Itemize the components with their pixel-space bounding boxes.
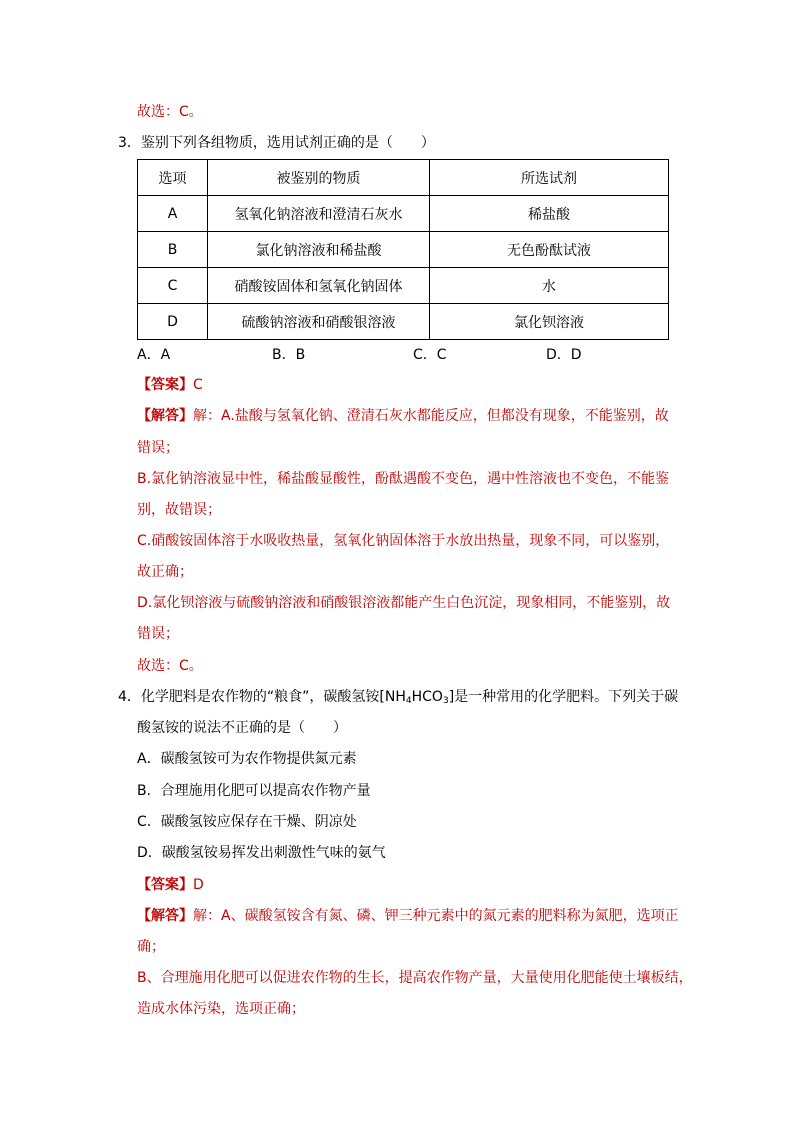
- q4-option-a: A．碳酸氢铵可为农作物提供氮元素: [137, 751, 357, 767]
- q4-analysis-tag: 【解答】: [137, 908, 193, 924]
- q3-cell-reagent: 稀盐酸: [430, 196, 669, 232]
- q3-analysis-line: [137, 406, 669, 426]
- q3-option-a: A．A: [137, 347, 171, 363]
- q4-analysis-line: [137, 906, 679, 926]
- q4-answer-value: D: [193, 877, 204, 893]
- table-row: [138, 196, 669, 232]
- q3-analysis-line: D.氯化钡溶液与硫酸钠溶液和硝酸银溶液都能产生白色沉淀，现象相同，不能鉴别，故: [137, 595, 671, 611]
- q3-stem: [118, 133, 435, 153]
- q4-option-b: B．合理施用化肥可以提高农作物产量: [137, 783, 371, 799]
- table-row: [138, 232, 669, 268]
- q4-stem-text: ]是一种常用的化学肥料。下列关于碳: [448, 689, 679, 705]
- q3-stem-text: 鉴别下列各组物质，选用试剂正确的是（ ）: [140, 135, 435, 151]
- q3-option-b: B．B: [272, 347, 306, 363]
- q3-header-reagent: 所选试剂: [430, 160, 669, 196]
- q4-stem-line-1: [118, 687, 678, 711]
- q4-formula-sub: 3: [442, 696, 449, 706]
- q3-analysis-line: 错误；: [137, 626, 179, 642]
- q3-analysis-text: 解：A.盐酸与氢氧化钠、澄清石灰水都能反应，但都没有现象，不能鉴别，故: [193, 408, 669, 424]
- table-row: [138, 268, 669, 304]
- q3-analysis-tag: 【解答】: [137, 408, 193, 424]
- table-row: [138, 304, 669, 340]
- q4-analysis-text: 解：A、碳酸氢铵含有氮、磷、钾三种元素中的氮元素的肥料称为氮肥，选项正: [193, 908, 679, 924]
- q3-analysis-line: 故正确；: [137, 564, 193, 580]
- q4-formula-sub: 4: [405, 696, 412, 706]
- q3-analysis-line: C.硝酸铵固体溶于水吸收热量，氢氧化钠固体溶于水放出热量，现象不同，可以鉴别，: [137, 533, 670, 549]
- q3-cell-option: C: [138, 268, 208, 304]
- q3-header-substances: 被鉴别的物质: [208, 160, 430, 196]
- q3-table-header: [138, 160, 669, 196]
- q3-answer-value: C: [193, 377, 203, 393]
- q4-analysis-line: 确；: [137, 939, 165, 955]
- q3-analysis-line: B.氯化钠溶液显中性，稀盐酸显酸性，酚酞遇酸不变色，遇中性溶液也不变色，不能鉴: [137, 471, 670, 487]
- q3-analysis-line: 别，故错误；: [137, 502, 221, 518]
- q3-table: [137, 159, 669, 340]
- q3-cell-reagent: 氯化钡溶液: [430, 304, 669, 340]
- q3-option-d: D．D: [546, 347, 582, 363]
- q3-cell-substances: 氢氧化钠溶液和澄清石灰水: [208, 196, 430, 232]
- q4-analysis-line: B、合理施用化肥可以促进农作物的生长，提高农作物产量，大量使用化肥能使土壤板结，: [137, 970, 693, 986]
- q3-header-option: 选项: [138, 160, 208, 196]
- q4-analysis-line: 造成水体污染，选项正确；: [137, 1001, 305, 1017]
- q3-cell-substances: 硫酸钠溶液和硝酸银溶液: [208, 304, 430, 340]
- q3-cell-reagent: 无色酚酞试液: [430, 232, 669, 268]
- q3-cell-option: D: [138, 304, 208, 340]
- q4-stem-text: 化学肥料是农作物的“粮食”，碳酸氢铵[NH: [140, 689, 406, 705]
- q4-option-c: C．碳酸氢铵应保存在干燥、阴凉处: [137, 814, 357, 830]
- q3-cell-option: A: [138, 196, 208, 232]
- q3-answer-tag: 【答案】: [137, 377, 193, 393]
- q4-option-d: D．碳酸氢铵易挥发出刺激性气味的氨气: [137, 845, 386, 861]
- q4-formula-text: HCO: [411, 689, 443, 705]
- q3-option-c: C．C: [413, 347, 447, 363]
- q3-analysis-line: 错误；: [137, 440, 179, 456]
- q3-cell-substances: 氯化钠溶液和稀盐酸: [208, 232, 430, 268]
- q3-number: 3．: [118, 135, 141, 151]
- q4-stem-line-2: 酸氢铵的说法不正确的是（ ）: [137, 720, 347, 736]
- q4-answer-tag: 【答案】: [137, 877, 193, 893]
- q3-cell-substances: 硝酸铵固体和氢氧化钠固体: [208, 268, 430, 304]
- q3-answer-line: [137, 375, 203, 395]
- q3-cell-reagent: 水: [430, 268, 669, 304]
- q2-choose-line: 故选：C。: [137, 104, 203, 120]
- q4-answer-line: [137, 875, 204, 895]
- q3-choose-line: 故选：C。: [137, 658, 203, 674]
- q3-cell-option: B: [138, 232, 208, 268]
- q4-number: 4．: [118, 689, 141, 705]
